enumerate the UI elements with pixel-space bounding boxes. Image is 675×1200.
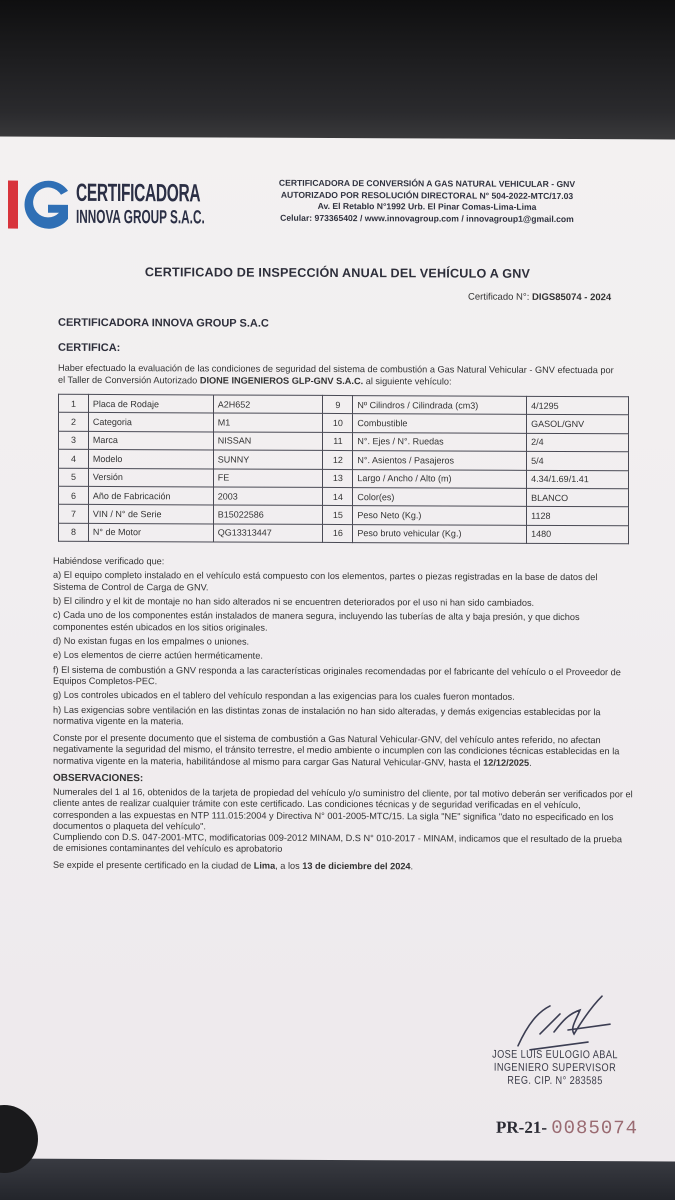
signer-registration: REG. CIP. N° 283585 [507, 1074, 603, 1088]
field-number: 4 [59, 449, 89, 468]
certificate-number [468, 292, 611, 304]
expide-text2: , a los [275, 861, 303, 872]
field-label: Categoria [88, 413, 213, 432]
field-label: N°. Ejes / N°. Ruedas [353, 432, 527, 451]
observaciones-heading: OBSERVACIONES: [53, 772, 144, 784]
signer-role: INGENIERO SUPERVISOR [493, 1061, 617, 1075]
field-label: Peso bruto vehicular (Kg.) [353, 524, 527, 543]
header-line4: Celular: 973365402 / www.innovagroup.com / innovagroup1@gmail.com [280, 212, 574, 224]
logo-line1: CERTIFICADORA [76, 178, 201, 208]
expide-end: . [410, 861, 414, 872]
serial-prefix: PR-21- [496, 1117, 547, 1137]
field-value: 2/4 [527, 433, 629, 452]
table-row [59, 394, 629, 415]
field-label: Color(es) [353, 488, 527, 507]
observaciones-para1: Numerales del 1 al 16, obtenidos de la tarjeta de propiedad del vehículo y/o suministro del cliente, por tal motivo deberán ser verificados por el cliente antes de realizar cualquier trámite con este certificado. Las condiciones técnicas y de seguridad verificadas en el vehículo, corresponden a las expuestas en NTP 111.015:2004 y Directiva N° 001-2005-MTC/15. La sigla "NE" significa "dato no especificado en los documentos o plaqueta del vehículo". [53, 786, 633, 832]
header-line3: Av. El Retablo N°1992 Urb. El Pinar Comas-Lima-Lima [317, 200, 537, 212]
field-value: 2003 [213, 487, 323, 506]
expide-text: Se expide el presente certificado en la ciudad de [53, 860, 254, 871]
verified-list [53, 570, 633, 729]
field-value: GASOL/GNV [527, 415, 629, 434]
conste-end: . [529, 757, 532, 768]
field-number: 13 [323, 469, 353, 488]
header-line1: CERTIFICADORA DE CONVERSIÓN A GAS NATURAL VEHICULAR - GNV [278, 177, 576, 190]
intro-text: Haber efectuado la evaluación de las condiciones de seguridad del sistema de combustión a Gas Natural Vehicular - GNV efectuada por el Taller de Conversión Autorizado [58, 362, 614, 385]
table-row [59, 486, 629, 507]
field-number: 3 [59, 431, 89, 450]
certifica-heading: CERTIFICA: [58, 341, 121, 355]
field-label: Largo / Ancho / Alto (m) [353, 469, 527, 488]
field-label: N°. Asientos / Pasajeros [353, 451, 527, 470]
document-title: CERTIFICADO DE INSPECCIÓN ANUAL DEL VEHÍCULO A GNV [144, 265, 531, 281]
list-item: a) El equipo completo instalado en el vehículo está compuesto con los elementos, partes o piezas registradas en la base de datos del Sistema de Control de Carga de GNV. [53, 570, 598, 593]
issue-date: 13 de diciembre del 2024 [302, 861, 411, 872]
list-item: h) Las exigencias sobre ventilación en las distintas zonas de instalación no han sido alteradas, y demás exigencias establecidas por la normativa vigente en la materia. [53, 704, 601, 727]
field-number: 15 [323, 506, 353, 525]
field-label: Marca [88, 431, 213, 450]
field-number: 1 [59, 394, 89, 413]
field-label: Placa de Rodaje [88, 394, 213, 413]
certificate-document [0, 137, 675, 1162]
valid-until-date: 12/12/2025 [483, 757, 530, 768]
list-item: d) No existan fugas en los empalmes o uniones. [53, 635, 250, 647]
field-label: Nº Cilindros / Cilindrada (cm3) [353, 396, 527, 415]
company-logo [6, 175, 205, 236]
workshop-name: DIONE INGENIEROS GLP-GNV S.A.C. [199, 374, 364, 386]
intro-text-end: al siguiente vehículo: [363, 375, 452, 386]
observaciones-para2: Cumpliendo con D.S. 047-2001-MTC, modificatorias 009-2012 MINAM, D.S N° 010-2017 - MINAM, indicamos que el resultado de la prueba de emisiones contaminantes del vehículo es aprobatorio [53, 831, 622, 854]
table-row [59, 523, 629, 544]
field-value: M1 [213, 413, 323, 432]
field-number: 14 [323, 487, 353, 506]
field-number: 9 [323, 395, 353, 414]
handwritten-signature [510, 994, 630, 1055]
field-number: 5 [59, 468, 89, 487]
signer-name: JOSE LUIS EULOGIO ABAL [492, 1048, 618, 1062]
field-value: A2H652 [213, 395, 323, 414]
field-label: VIN / N° de Serie [88, 505, 213, 524]
field-number: 2 [59, 413, 89, 432]
company-name: CERTIFICADORA INNOVA GROUP S.A.C [58, 316, 269, 330]
serial-number [496, 1117, 638, 1140]
signer-block [485, 1049, 624, 1089]
certificate-number-value: DIGS85074 - 2024 [532, 291, 612, 304]
table-row [59, 505, 629, 526]
background-bottom [0, 1155, 675, 1200]
certificate-number-label: Certificado N°: [468, 291, 530, 303]
expide-paragraph [53, 860, 633, 874]
field-number: 16 [323, 524, 353, 543]
certificate-body [53, 556, 633, 877]
field-value: 4/1295 [527, 396, 629, 415]
list-item: e) Los elementos de cierre actúen herméticamente. [53, 650, 263, 662]
field-value: 4.34/1.69/1.41 [527, 470, 629, 489]
list-item: g) Los controles ubicados en el tablero del vehículo respondan a las exigencias para los cuales fueron montados. [53, 690, 515, 703]
conste-text: Conste por el presente documento que el sistema de combustión a Gas Natural Vehicular-GNV, del vehículo antes referido, no afectan negativamente la seguridad del mismo, el tránsito terrestre, el medio ambiente o incumplen con las condiciones técnicas establecidas en la normativa vigente en la materia, habilitándose al mismo para cargar Gas Natural Vehicular-GNV, hasta el [53, 732, 620, 768]
list-item: b) El cilindro y el kit de montaje no han sido alterados ni se encuentren deteriorados por el uso ni han sido cambiados. [53, 595, 535, 608]
field-label: N° de Motor [88, 523, 213, 542]
table-row [59, 449, 629, 470]
header-line2: AUTORIZADO POR RESOLUCIÓN DIRECTORAL N° 504-2022-MTC/17.03 [280, 189, 574, 201]
field-value: BLANCO [527, 488, 629, 507]
field-value: B15022586 [213, 505, 323, 524]
list-item: c) Cada uno de los componentes están instalados de manera segura, incluyendo las tuberías de alta y baja presión, y que dichos componentes estén ubicados en los sitios originales. [53, 610, 580, 633]
intro-paragraph [58, 363, 618, 388]
table-row [59, 468, 629, 489]
field-value: 1128 [527, 507, 629, 526]
ig-logo-mark [6, 175, 76, 235]
serial-value: 0085074 [551, 1116, 639, 1140]
vehicle-data-table [58, 394, 629, 545]
field-value: SUNNY [213, 450, 323, 469]
field-label: Peso Neto (Kg.) [353, 506, 527, 525]
field-value: FE [213, 469, 323, 488]
logo-line2: INNOVA GROUP S.A.C. [76, 206, 205, 229]
conste-paragraph [53, 733, 633, 769]
field-number: 6 [59, 486, 89, 505]
field-label: Modelo [88, 450, 213, 469]
field-label: Versión [88, 468, 213, 487]
field-value: QG13313447 [213, 524, 323, 543]
field-label: Año de Fabricación [88, 486, 213, 505]
list-item: f) El sistema de combustión a GNV responda a las características originales recomendadas por el fabricante del vehículo o el Proveedor de Equipos Completos-PEC. [53, 664, 621, 687]
issuer-header [262, 178, 592, 225]
field-number: 8 [59, 523, 89, 542]
table-row [59, 431, 629, 452]
expide-city: Lima [253, 860, 276, 872]
field-label: Combustible [353, 414, 527, 433]
field-number: 12 [323, 451, 353, 470]
field-number: 7 [59, 505, 89, 524]
field-value: 5/4 [527, 451, 629, 470]
field-number: 11 [323, 432, 353, 451]
verified-intro: Habiéndose verificado que: [53, 555, 165, 567]
background-top [0, 0, 675, 140]
field-value: 1480 [527, 525, 629, 544]
table-row [59, 413, 629, 434]
field-value: NISSAN [213, 432, 323, 451]
field-number: 10 [323, 414, 353, 433]
